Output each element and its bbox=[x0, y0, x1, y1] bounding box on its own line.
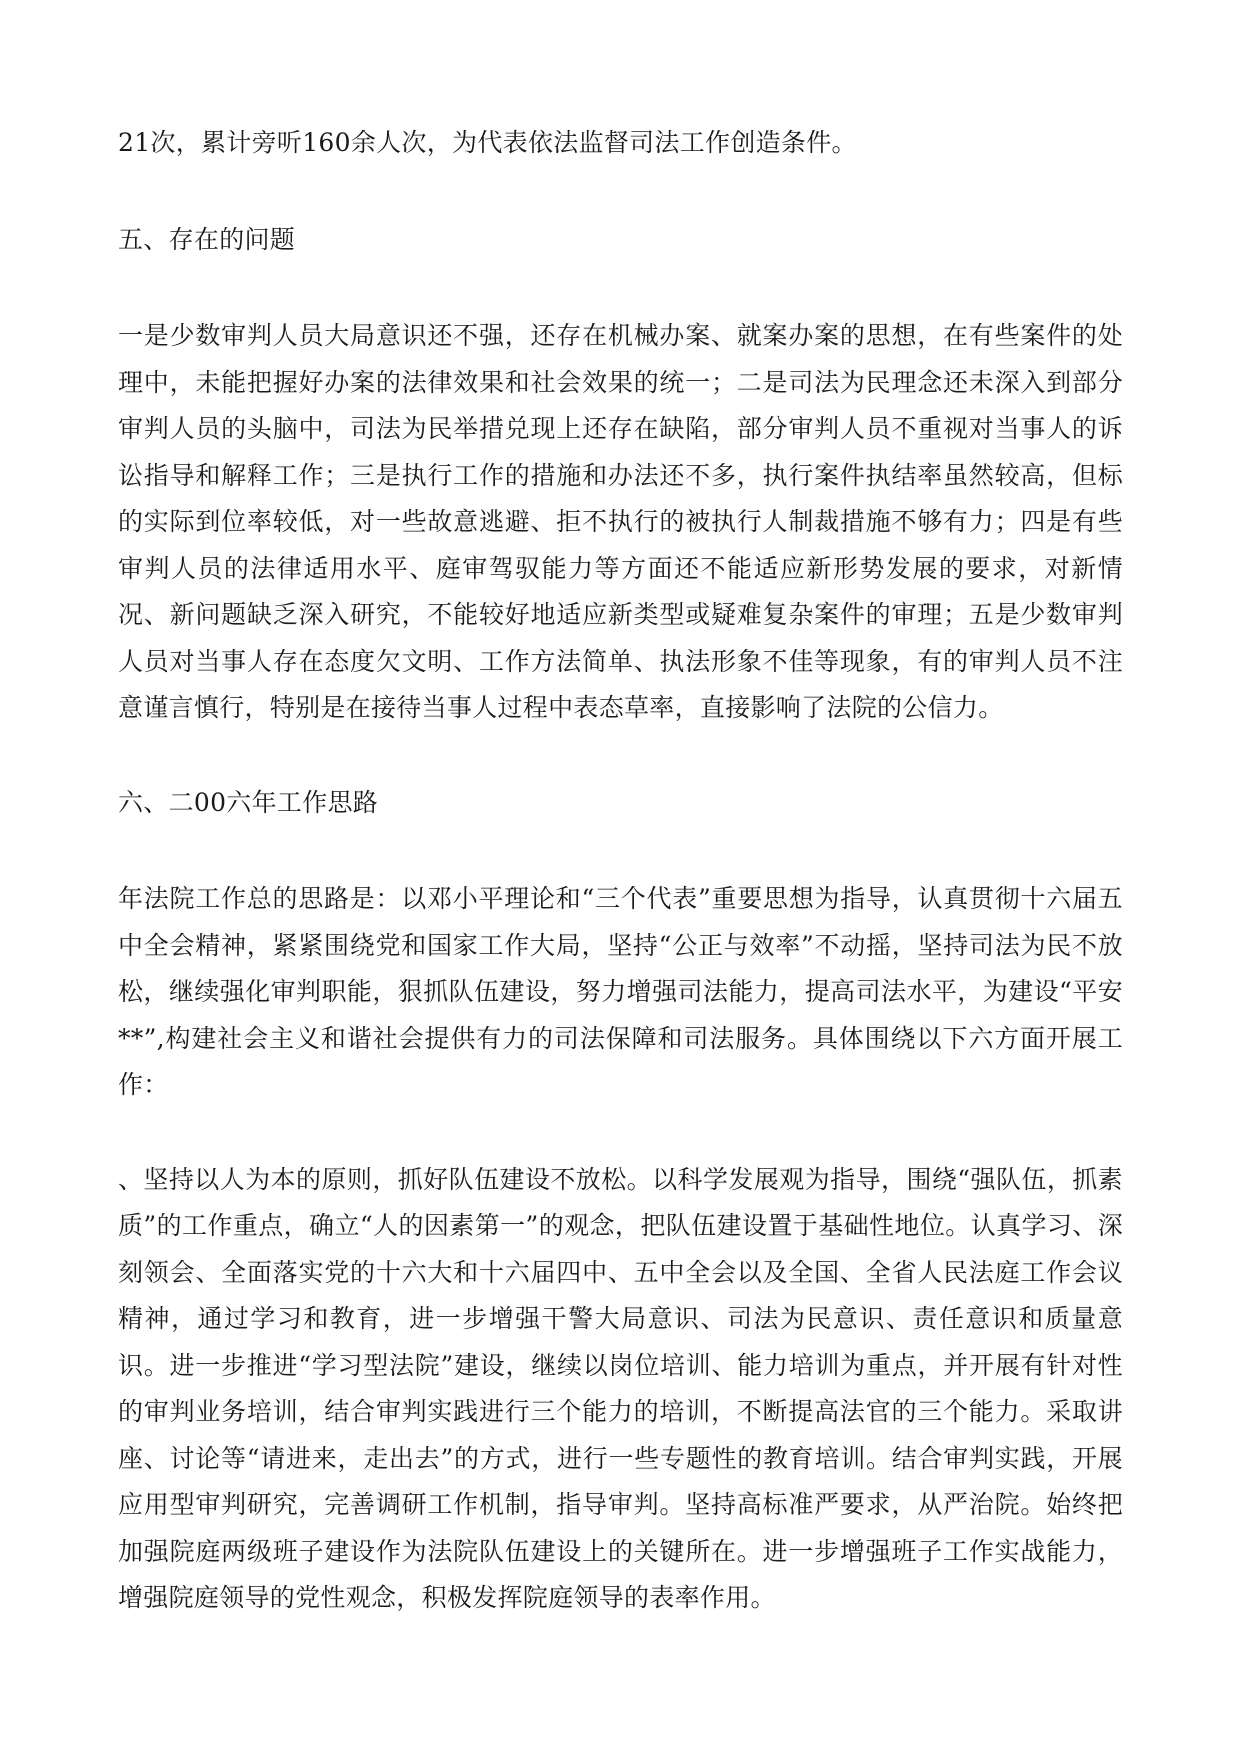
document-body bbox=[118, 120, 1123, 1622]
paragraph-work-plan: 年法院工作总的思路是：以邓小平理论和“三个代表”重要思想为指导，认真贯彻十六届五中全会精神，紧紧围绕党和国家工作大局，坚持“公正与效率”不动摇，坚持司法为民不放松，继续强化审判职能，狠抓队伍建设，努力增强司法能力，提高司法水平，为建设“平安**”,构建社会主义和谐社会提供有力的司法保障和司法服务。具体围绕以下六方面开展工作： bbox=[118, 884, 1123, 1099]
paragraph-team-building: 、坚持以人为本的原则，抓好队伍建设不放松。以科学发展观为指导，围绕“强队伍，抓素质”的工作重点，确立“人的因素第一”的观念，把队伍建设置于基础性地位。认真学习、深刻领会、全面落实党的十六大和十六届四中、五中全会以及全国、全省人民法庭工作会议精神，通过学习和教育，进一步增强干警大局意识、司法为民意识、责任意识和质量意识。进一步推进“学习型法院”建设，继续以岗位培训、能力培训为重点，并开展有针对性的审判业务培训，结合审判实践进行三个能力的培训，不断提高法官的三个能力。采取讲座、讨论等“请进来，走出去”的方式，进行一些专题性的教育培训。结合审判实践，开展应用型审判研究，完善调研工作机制，指导审判。坚持高标准严要求，从严治院。始终把加强院庭两级班子建设作为法院队伍建设上的关键所在。进一步增强班子工作实战能力，增强院庭领导的党性观念，积极发挥院庭领导的表率作用。 bbox=[118, 1164, 1123, 1612]
paragraph-intro-tail: 21次，累计旁听160余人次，为代表依法监督司法工作创造条件。 bbox=[118, 128, 857, 157]
section-heading-work-plan: 六、二00六年工作思路 bbox=[118, 787, 379, 817]
paragraph-problems: 一是少数审判人员大局意识还不强，还存在机械办案、就案办案的思想，在有些案件的处理中，未能把握好办案的法律效果和社会效果的统一；二是司法为民理念还未深入到部分审判人员的头脑中，司法为民举措兑现上还存在缺陷，部分审判人员不重视对当事人的诉讼指导和解释工作；三是执行工作的措施和办法还不多，执行案件执结率虽然较高，但标的实际到位率较低，对一些故意逃避、拒不执行的被执行人制裁措施不够有力；四是有些审判人员的法律适用水平、庭审驾驭能力等方面还不能适应新形势发展的要求，对新情况、新问题缺乏深入研究，不能较好地适应新类型或疑难复杂案件的审理；五是少数审判人员对当事人存在态度欠文明、工作方法简单、执法形象不佳等现象，有的审判人员不注意谨言慎行，特别是在接待当事人过程中表态草率，直接影响了法院的公信力。 bbox=[118, 321, 1123, 722]
section-heading-problems: 五、存在的问题 bbox=[118, 224, 296, 254]
